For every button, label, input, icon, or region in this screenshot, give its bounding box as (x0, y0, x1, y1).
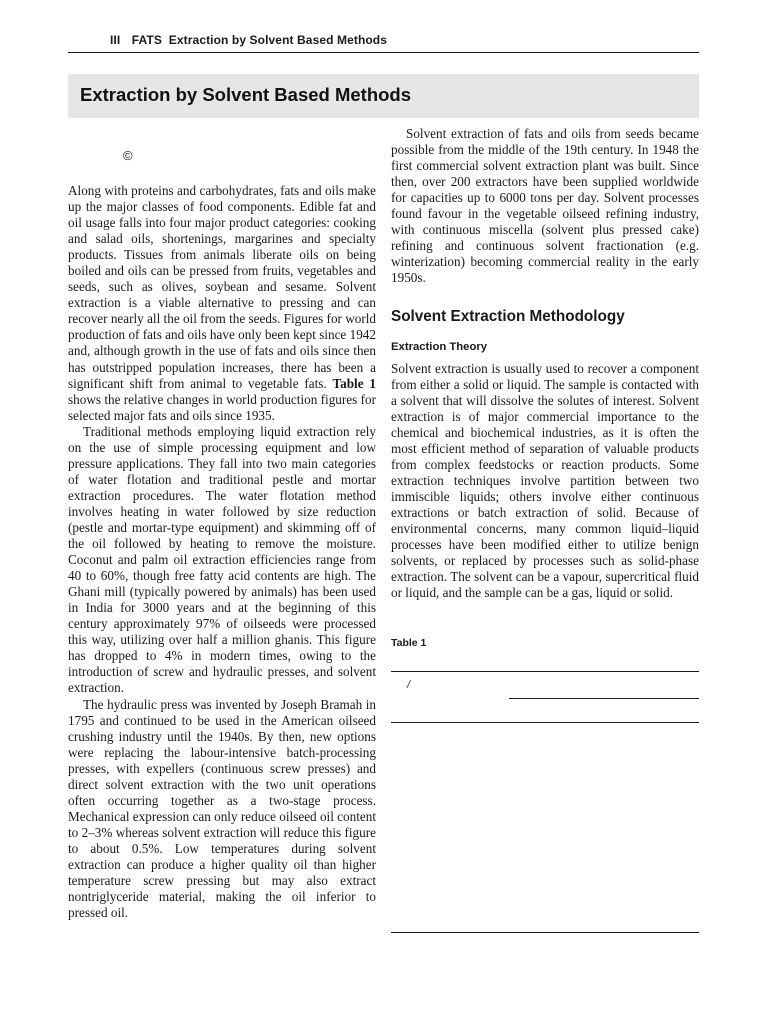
paragraph-history: Solvent extraction of fats and oils from seeds became possible from the middle of the 19th century. In 1948 the first commercial solvent extraction plant was built. Since then, over 200 extractors have been supplied worldwide for capacities up to 6000 tons per day. Solvent processes found favour in the vegetable oilseed refining industry, with continuous miscella (solvent plus pressed cake) refining and continuous solvent fractionation (e.g. winterization) becoming commercial reality in the early 1950s. (391, 126, 699, 286)
running-head-title: FATS Extraction by Solvent Based Methods (131, 33, 388, 47)
table-bottom-rule (391, 932, 699, 933)
right-column (391, 126, 699, 601)
running-head (110, 33, 387, 47)
paragraph-intro: Along with proteins and carbohydrates, fats and oils make up the major classes of food components. Edible fat and oil usage falls into four major product categories: cooking and salad oils, shortenings, margarines and specialty products. Tissues from animals liberate oils on being boiled and oils can be pressed from fruits, vegetables and seeds, such as olives, soybean and sesame. Solvent extraction is a viable alternative to pressing and can recover nearly all the oil from the seeds. Figures for world production of fats and oils have only been kept since 1942 and, although growth in the use of fats and oils since then has outstripped population increases, there has been a significant shift from animal to vegetable fats. Table 1 shows the relative changes in world production figures for selected major fats and oils since 1935. (68, 183, 376, 423)
table-label: Table 1 (391, 637, 427, 649)
table-header-rule (391, 722, 699, 723)
table-1-reference[interactable]: Table 1 (332, 375, 376, 391)
left-column (68, 183, 376, 921)
table-header-slash: / (407, 679, 411, 691)
subsection-heading: Extraction Theory (391, 340, 488, 353)
copyright-symbol: © (123, 148, 133, 163)
table-top-rule (391, 671, 699, 672)
header-rule (68, 52, 699, 53)
running-head-section: III (110, 33, 121, 47)
paragraph-traditional-methods: Traditional methods employing liquid extraction rely on the use of simple processing equipment and low pressure applications. They fall into two main categories of water flotation and traditional pestle and mortar extraction procedures. The water flotation method involves heating in water followed by size reduction (pestle and mortar-type equipment) and skimming off of the oil followed by heating to remove the moisture. Coconut and palm oil extraction efficiencies range from 40 to 60%, though free fatty acid contents are high. The Ghani mill (typically powered by animals) has been used in India for 3000 years and at the beginning of this century approximately 97% of oilseeds were processed this way, utilizing over half a million ghanis. This figure has dropped to 4% in modern times, owing to the introduction of screw and hydraulic presses, and solvent extraction. (68, 423, 376, 696)
article-title: Extraction by Solvent Based Methods (80, 84, 412, 105)
paragraph-hydraulic-press: The hydraulic press was invented by Joseph Bramah in 1795 and continued to be used in the American oilseed crushing industry until the 1940s. By then, new options were replacing the labour-intensive batch-processing presses, with expellers (continuous screw presses) and direct solvent extraction with the two unit operations often occurring together as a two-stage process. Mechanical expression can only reduce oilseed oil content to 2–3% whereas solvent extraction will reduce this figure to about 0.5%. Low temperatures during solvent extraction can produce a higher quality oil than higher temperature screw pressing but may also extract nontriglyceride material, making the oil inferior to pressed oil. (68, 696, 376, 921)
paragraph-extraction-theory: Solvent extraction is usually used to recover a component from either a solid or liquid. The sample is contacted with a solvent that will dissolve the solutes of interest. Solvent extraction is of major commercial importance to the chemical and biochemical industries, as it is often the most efficient method of separation of valuable products from complex feedstocks or reaction products. Some extraction techniques involve partition between two immiscible liquids; others involve either continuous extractions or batch extraction of solid. Because of environmental concerns, many common liquid–liquid processes have been modified either to utilize benign solvents, or replaced by processes such as solid-phase extraction. The solvent can be a vapour, supercritical fluid or liquid, and the sample can be a gas, liquid or solid. (391, 360, 699, 601)
title-banner (68, 74, 699, 118)
section-heading: Solvent Extraction Methodology (391, 308, 625, 326)
table-span-rule (509, 698, 699, 699)
